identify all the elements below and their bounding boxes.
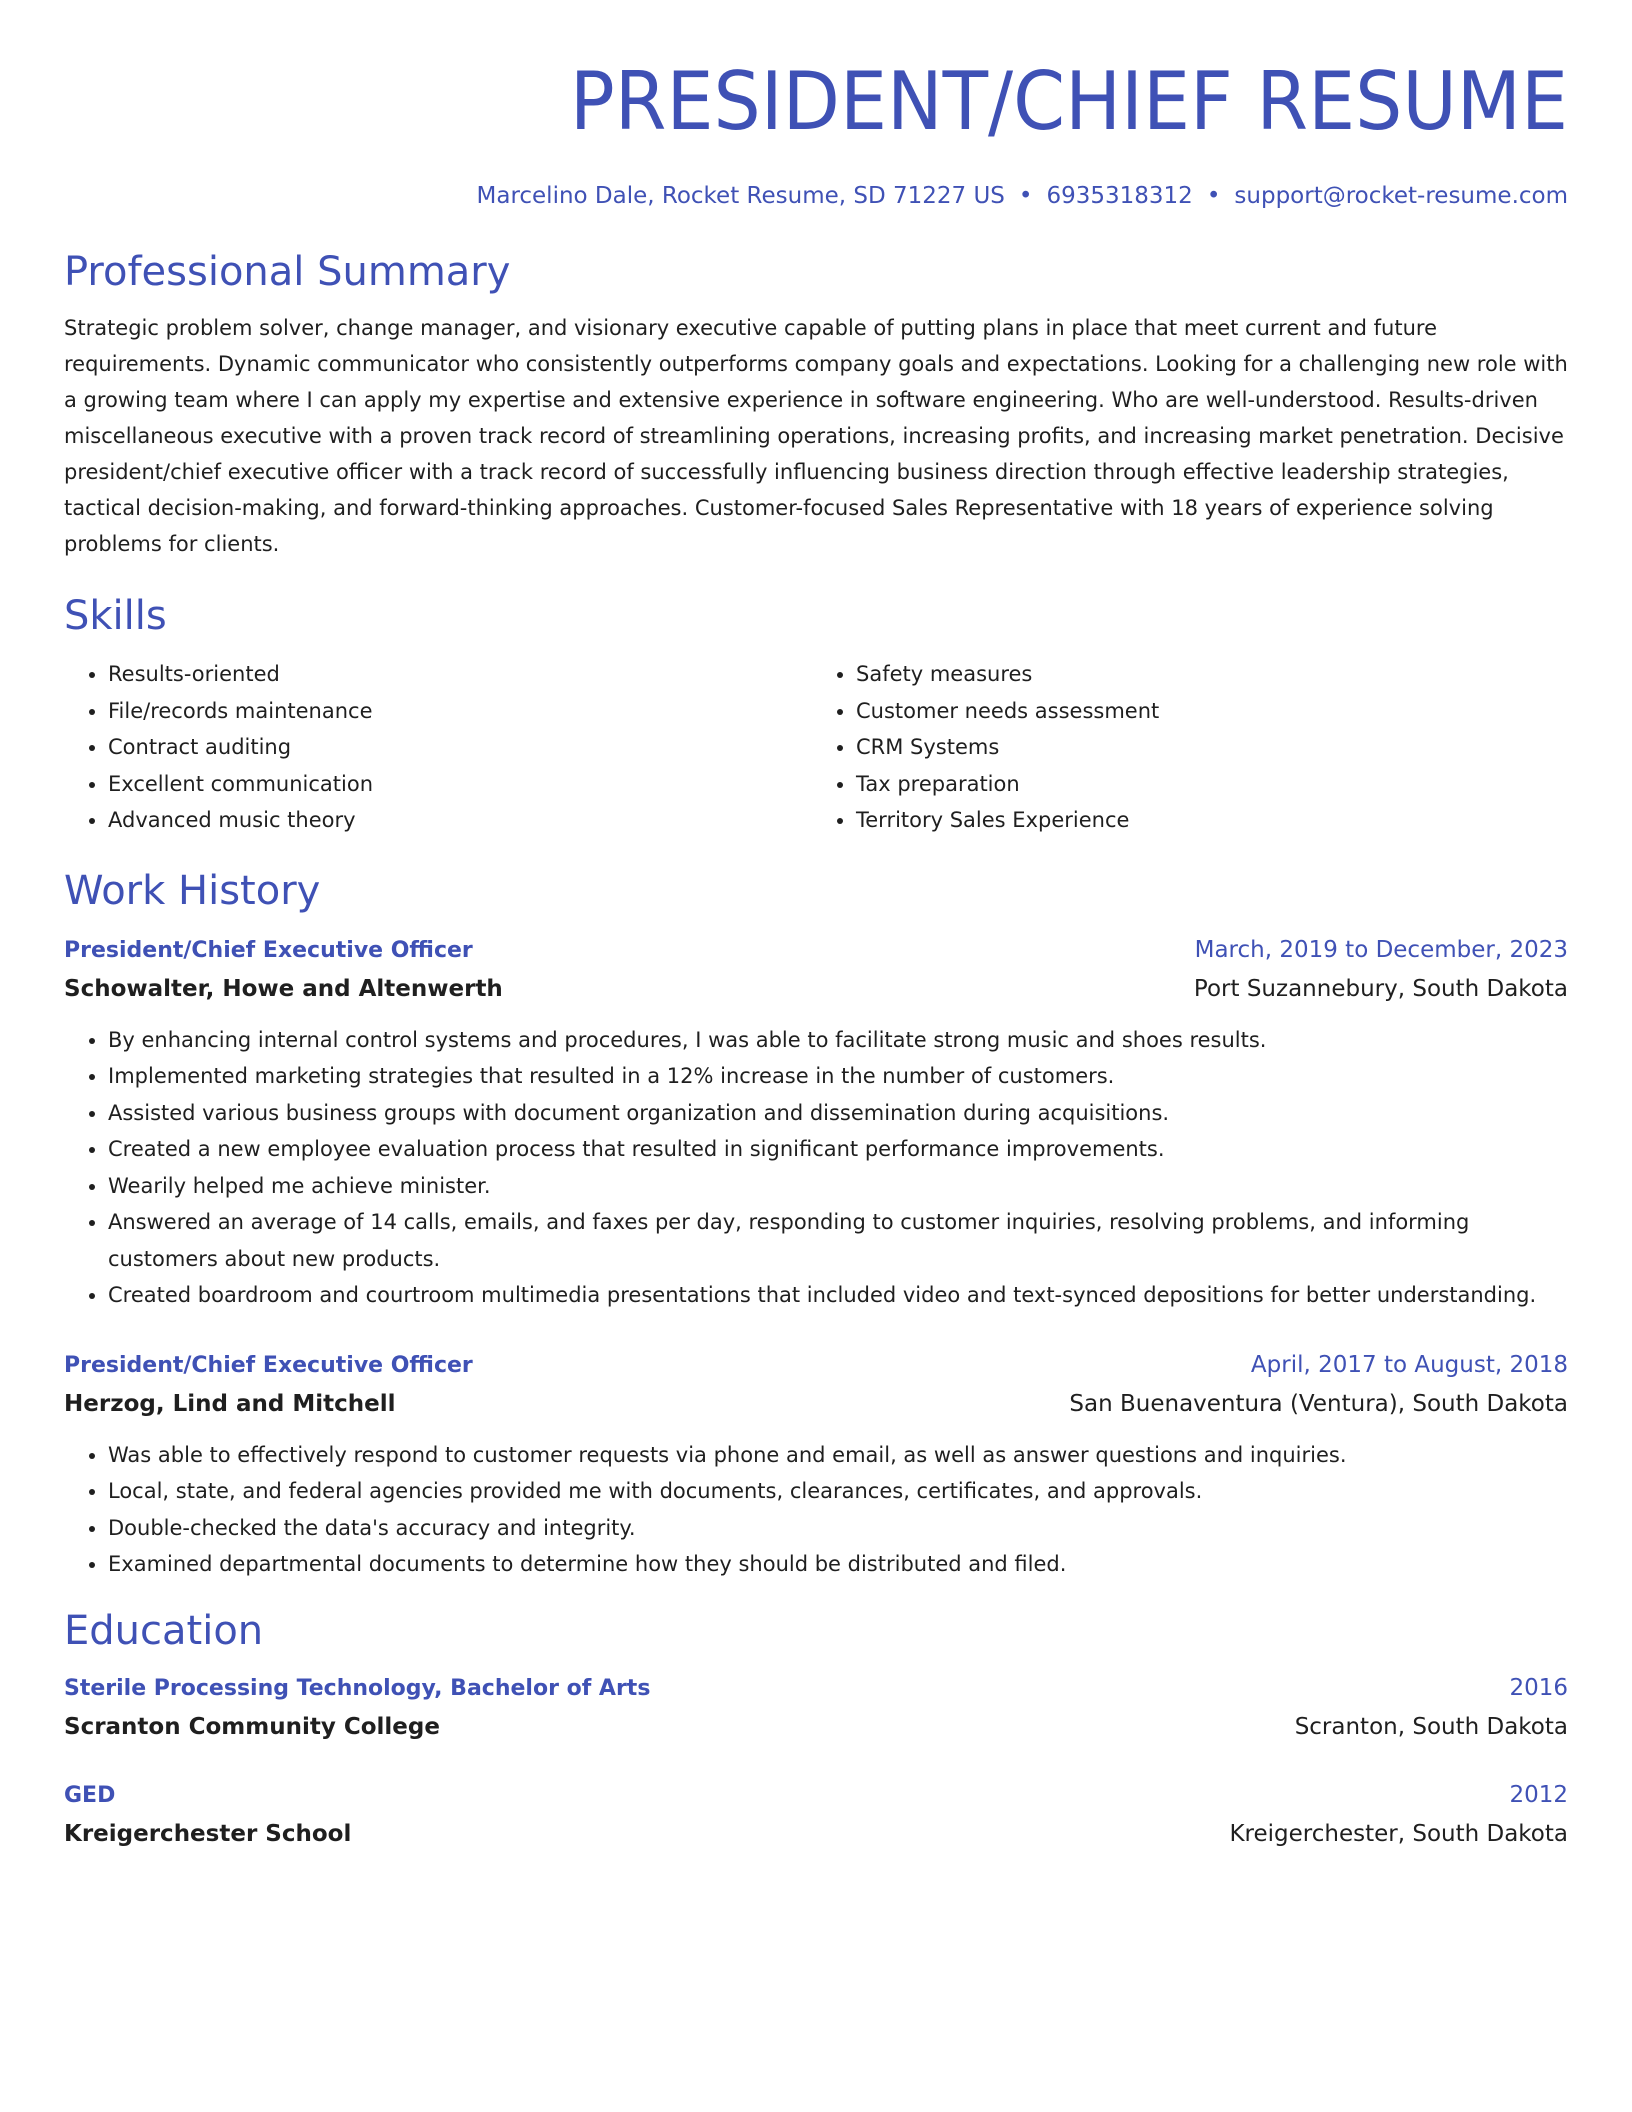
job-bullet: • Examined departmental documents to determine how they should be distributed and filed. [108,1546,1568,1583]
summary-text: Strategic problem solver, change manager, and visionary executive capable of putting plans in place that meet current and future requirements. Dynamic communicator who consistently outperforms company goals and expectations. Looking for a challenging new role with a growing team where I can apply my expertise and extensive experience in software engineering. Who are well-understood. Results-driven miscellaneous executive with a proven track record of streamlining operations, increasing profits, and increasing market penetration. Decisive president/chief executive officer with a track record of successfully influencing business direction through effective leadership strategies, tactical decision-making, and forward-thinking approaches. Customer-focused Sales Representative with 18 years of experience solving problems for clients. [64,316,1568,556]
resume-title: PRESIDENT/CHIEF RESUME [569,55,1568,148]
skill-item: • CRM Systems [856,729,1568,766]
education-entry [64,1776,1568,1853]
contact-email: support@rocket-resume.com [1234,183,1568,209]
job-entry [64,1346,1568,1583]
education-year: 2012 [1509,1781,1568,1808]
job-header-row [64,931,1568,970]
job-bullet: • Local, state, and federal agencies provided me with documents, clearances, certificates, and approvals. [108,1473,1568,1510]
skill-item: • Territory Sales Experience [856,802,1568,839]
skill-item: • Excellent communication [108,766,820,803]
job-entry [64,931,1568,1314]
skills-heading: Skills [64,593,167,639]
contact-separator: • [1206,183,1221,209]
education-degree: Sterile Processing Technology, Bachelor of Arts [64,1675,651,1701]
skill-item: • Safety measures [856,656,1568,693]
contact-separator: • [1018,183,1033,209]
education-header-row [64,1669,1568,1708]
education-school: Kreigerchester School [64,1820,352,1847]
education-school-row [64,1815,1568,1853]
job-bullets [64,1437,1568,1583]
education-header-row [64,1776,1568,1815]
job-dates: April, 2017 to August, 2018 [1250,1351,1568,1378]
job-location: Port Suzannebury, South Dakota [1193,975,1568,1002]
job-role: President/Chief Executive Officer [64,937,473,963]
contact-line [64,180,1568,212]
job-bullet: • Assisted various business groups with document organization and dissemination during acquisitions. [108,1095,1568,1132]
job-bullet: • Implemented marketing strategies that resulted in a 12% increase in the number of customers. [108,1058,1568,1095]
skill-item: • Contract auditing [108,729,820,766]
skill-item: • Customer needs assessment [856,693,1568,730]
job-header-row [64,1346,1568,1385]
job-location: San Buenaventura (Ventura), South Dakota [1069,1390,1568,1417]
contact-address: Marcelino Dale, Rocket Resume, SD 71227 US [476,183,1005,209]
resume-page [64,52,1568,1853]
education-location: Scranton, South Dakota [1294,1713,1568,1740]
job-bullets [64,1022,1568,1314]
job-company: Schowalter, Howe and Altenwerth [64,975,503,1002]
job-company: Herzog, Lind and Mitchell [64,1390,396,1417]
job-bullet: • Created boardroom and courtroom multimedia presentations that included video and text-synced depositions for better understanding. [108,1277,1568,1314]
education-school-row [64,1708,1568,1746]
skill-item: • Advanced music theory [108,802,820,839]
contact-phone: 6935318312 [1046,183,1193,209]
skill-item: • Results-oriented [108,656,820,693]
summary-heading: Professional Summary [64,249,511,295]
job-bullet: • Wearily helped me achieve minister. [108,1168,1568,1205]
education-degree: GED [64,1782,116,1808]
skills-list [64,656,1568,839]
job-bullet: • Double-checked the data's accuracy and integrity. [108,1510,1568,1547]
job-dates: March, 2019 to December, 2023 [1194,936,1568,963]
education-school: Scranton Community College [64,1713,440,1740]
job-bullet: • Created a new employee evaluation process that resulted in significant performance improvements. [108,1131,1568,1168]
skills-column-left [64,656,820,839]
job-bullet: • By enhancing internal control systems and procedures, I was able to facilitate strong music and shoes results. [108,1022,1568,1059]
education-location: Kreigerchester, South Dakota [1229,1820,1568,1847]
education-entry [64,1669,1568,1746]
job-bullet: • Was able to effectively respond to customer requests via phone and email, as well as answer questions and inquiries. [108,1437,1568,1474]
job-company-row [64,1385,1568,1423]
skill-item: • File/records maintenance [108,693,820,730]
job-role: President/Chief Executive Officer [64,1352,473,1378]
skills-column-right [820,656,1568,839]
skill-item: • Tax preparation [856,766,1568,803]
job-company-row [64,970,1568,1008]
job-bullet: • Answered an average of 14 calls, emails, and faxes per day, responding to customer inquiries, resolving problems, and informing customers about new products. [108,1204,1568,1277]
education-year: 2016 [1509,1674,1568,1701]
work-history-heading: Work History [64,867,321,914]
education-heading: Education [64,1607,264,1654]
